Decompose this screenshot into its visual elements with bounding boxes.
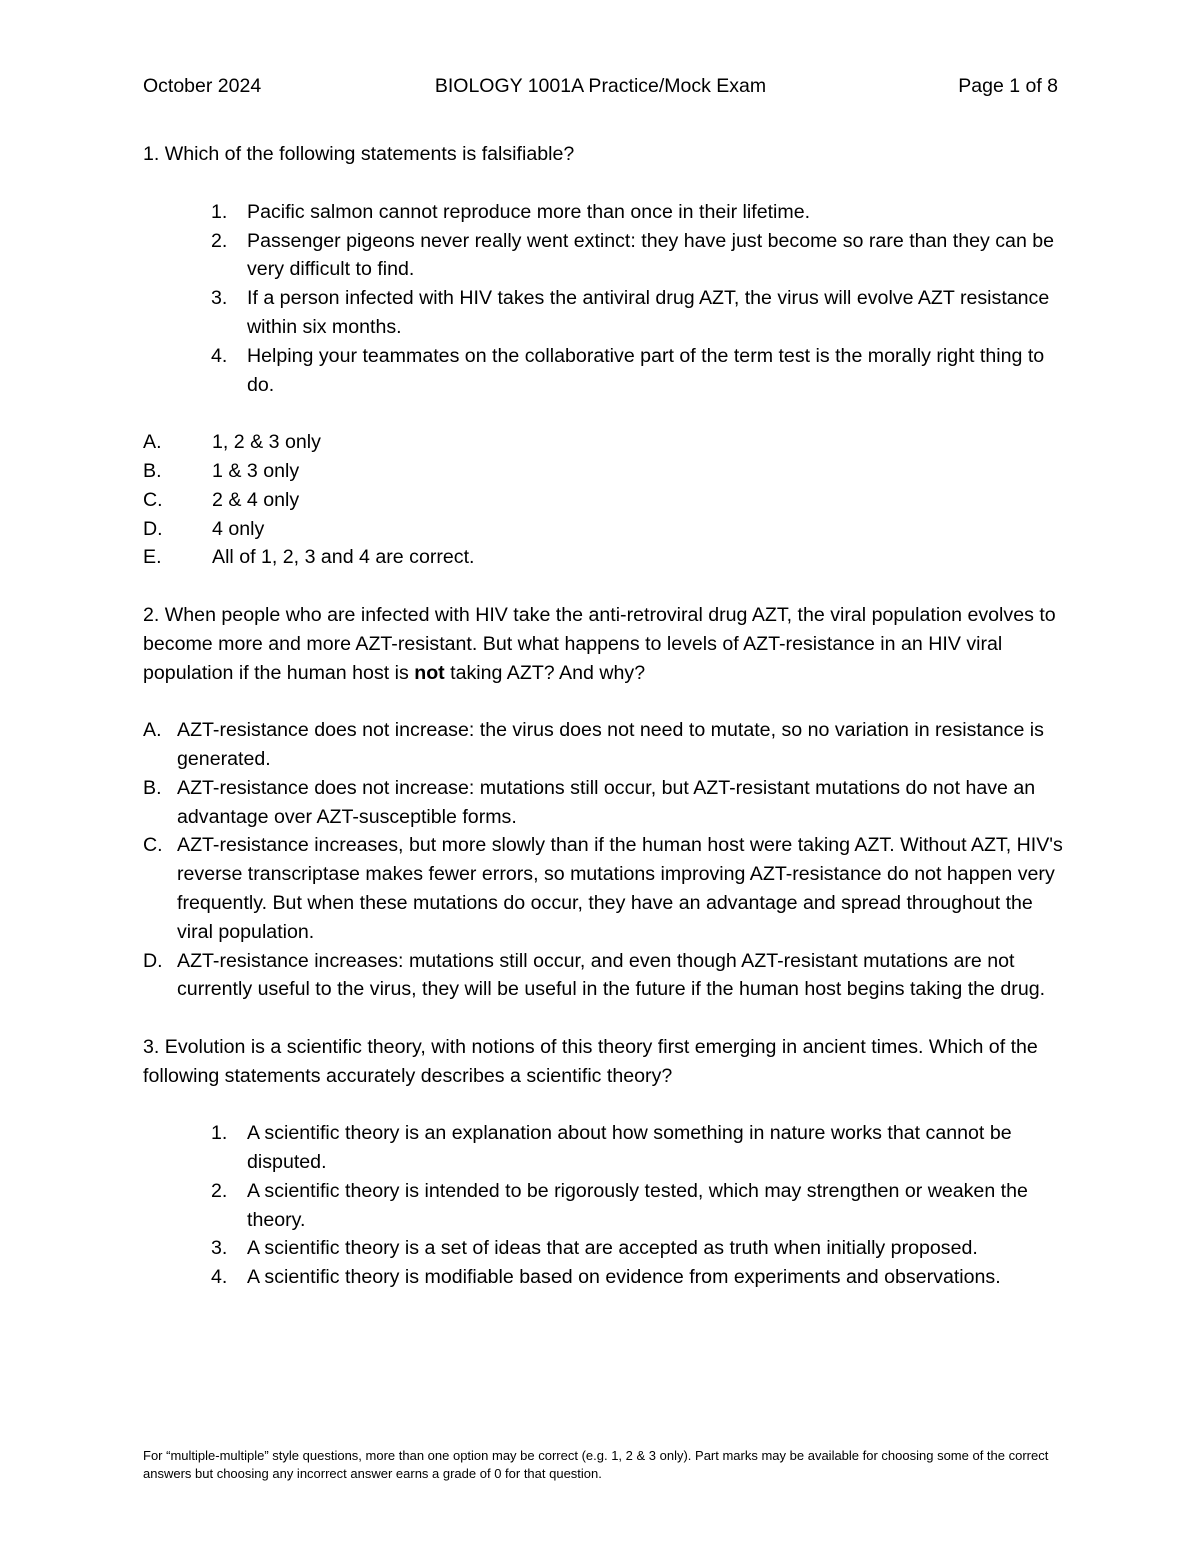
option-text: 2 & 4 only	[212, 488, 300, 511]
header-date: October 2024	[143, 75, 262, 97]
question-1-statements	[143, 198, 1063, 400]
page-footer-note: For “multiple-multiple” style questions, more than one option may be correct (e.g. 1, 2 & 3 only). Part marks may be available for choosing some of the correct answers but choosing any incorrect answer earns a grade of 0 for that question.	[143, 1448, 1049, 1481]
statement-item	[143, 1177, 1063, 1235]
question-2-stem	[143, 601, 1063, 687]
option-text: AZT-resistance increases: mutations still occur, and even though AZT-resistant mutations are not currently useful to the virus, they will be useful in the future if the human host begins taking the drug.	[177, 949, 1046, 1001]
answer-option	[143, 716, 1063, 774]
option-letter: C.	[143, 834, 163, 857]
statement-text: A scientific theory is modifiable based on evidence from experiments and observations.	[247, 1266, 1001, 1289]
option-text: All of 1, 2, 3 and 4 are correct.	[212, 546, 475, 569]
statement-text: Passenger pigeons never really went extinct: they have just become so rare than they can be very difficult to find.	[247, 229, 1055, 281]
statement-item	[143, 284, 1063, 342]
statement-number: 2.	[211, 229, 228, 252]
statement-text: A scientific theory is intended to be rigorously tested, which may strengthen or weaken the theory.	[247, 1179, 1028, 1231]
answer-option	[143, 947, 1063, 1005]
question-3	[143, 1033, 1063, 1292]
statement-number: 2.	[211, 1179, 228, 1202]
statement-number: 3.	[211, 1237, 228, 1260]
header-course-title: BIOLOGY 1001A Practice/Mock Exam	[434, 75, 767, 97]
question-3-statements	[143, 1119, 1063, 1292]
option-text: 1, 2 & 3 only	[212, 431, 321, 454]
answer-option	[143, 457, 1063, 486]
option-text: 4 only	[212, 517, 265, 540]
question-2-stem-emphasis: not	[414, 661, 445, 684]
question-2	[143, 601, 1063, 1004]
answer-option	[143, 774, 1063, 832]
statement-text: Helping your teammates on the collaborative part of the term test is the morally right thing to do.	[247, 344, 1045, 396]
statement-number: 1.	[211, 1122, 228, 1145]
answer-option	[143, 486, 1063, 515]
statement-text: Pacific salmon cannot reproduce more than once in their lifetime.	[247, 200, 811, 223]
option-letter: A.	[143, 719, 162, 742]
question-2-options	[143, 716, 1063, 1004]
answer-option	[143, 428, 1063, 457]
statement-item	[143, 227, 1063, 285]
option-text: AZT-resistance increases, but more slowly than if the human host were taking AZT. Without AZT, HIV's reverse transcriptase makes fewer errors, so mutations improving AZT-resistance do not happen very frequently. But when these mutations do occur, they have an advantage and spread throughout the viral population.	[177, 834, 1063, 943]
answer-option	[143, 831, 1063, 946]
header-page-number: Page 1 of 8	[958, 75, 1058, 97]
option-letter: B.	[143, 776, 162, 799]
answer-option	[143, 543, 1063, 572]
page-header	[143, 72, 1058, 100]
statement-text: A scientific theory is an explanation about how something in nature works that cannot be disputed.	[247, 1122, 1012, 1174]
statement-text: If a person infected with HIV takes the antiviral drug AZT, the virus will evolve AZT resistance within six months.	[247, 287, 1050, 338]
option-letter: A.	[143, 431, 162, 454]
statement-item	[143, 1263, 1063, 1292]
statement-number: 4.	[211, 1266, 228, 1289]
option-text: AZT-resistance does not increase: mutations still occur, but AZT-resistant mutations do not have an advantage over AZT-susceptible forms.	[177, 776, 1036, 828]
statement-number: 3.	[211, 287, 228, 310]
statement-item	[143, 1119, 1063, 1177]
question-1	[143, 140, 1063, 572]
exam-content	[143, 140, 1063, 1292]
statement-number: 4.	[211, 344, 228, 367]
question-1-stem: 1. Which of the following statements is falsifiable?	[143, 143, 575, 165]
option-text: AZT-resistance does not increase: the virus does not need to mutate, so no variation in resistance is generated.	[177, 719, 1044, 770]
option-letter: D.	[143, 949, 163, 972]
option-letter: C.	[143, 488, 163, 511]
question-2-stem-start: 2. When people who are infected with HIV take the anti-retroviral drug AZT, the viral population evolves to become more and more AZT-resistant. But what happens to levels of AZT-resistance in an HIV viral population if the human host is	[143, 603, 1056, 684]
question-1-options	[143, 428, 1063, 572]
option-letter: B.	[143, 459, 162, 482]
answer-option	[143, 515, 1063, 544]
question-3-stem: 3. Evolution is a scientific theory, with notions of this theory first emerging in ancient times. Which of the following statements accurately describes a scientific theory?	[143, 1035, 1038, 1087]
option-letter: E.	[143, 546, 162, 569]
statement-item	[143, 198, 1063, 227]
statement-item	[143, 1234, 1063, 1263]
statement-text: A scientific theory is a set of ideas that are accepted as truth when initially proposed.	[247, 1237, 978, 1260]
option-letter: D.	[143, 517, 163, 540]
statement-number: 1.	[211, 200, 228, 223]
statement-item	[143, 342, 1063, 400]
question-2-stem-end: taking AZT? And why?	[444, 661, 646, 684]
option-text: 1 & 3 only	[212, 459, 300, 482]
